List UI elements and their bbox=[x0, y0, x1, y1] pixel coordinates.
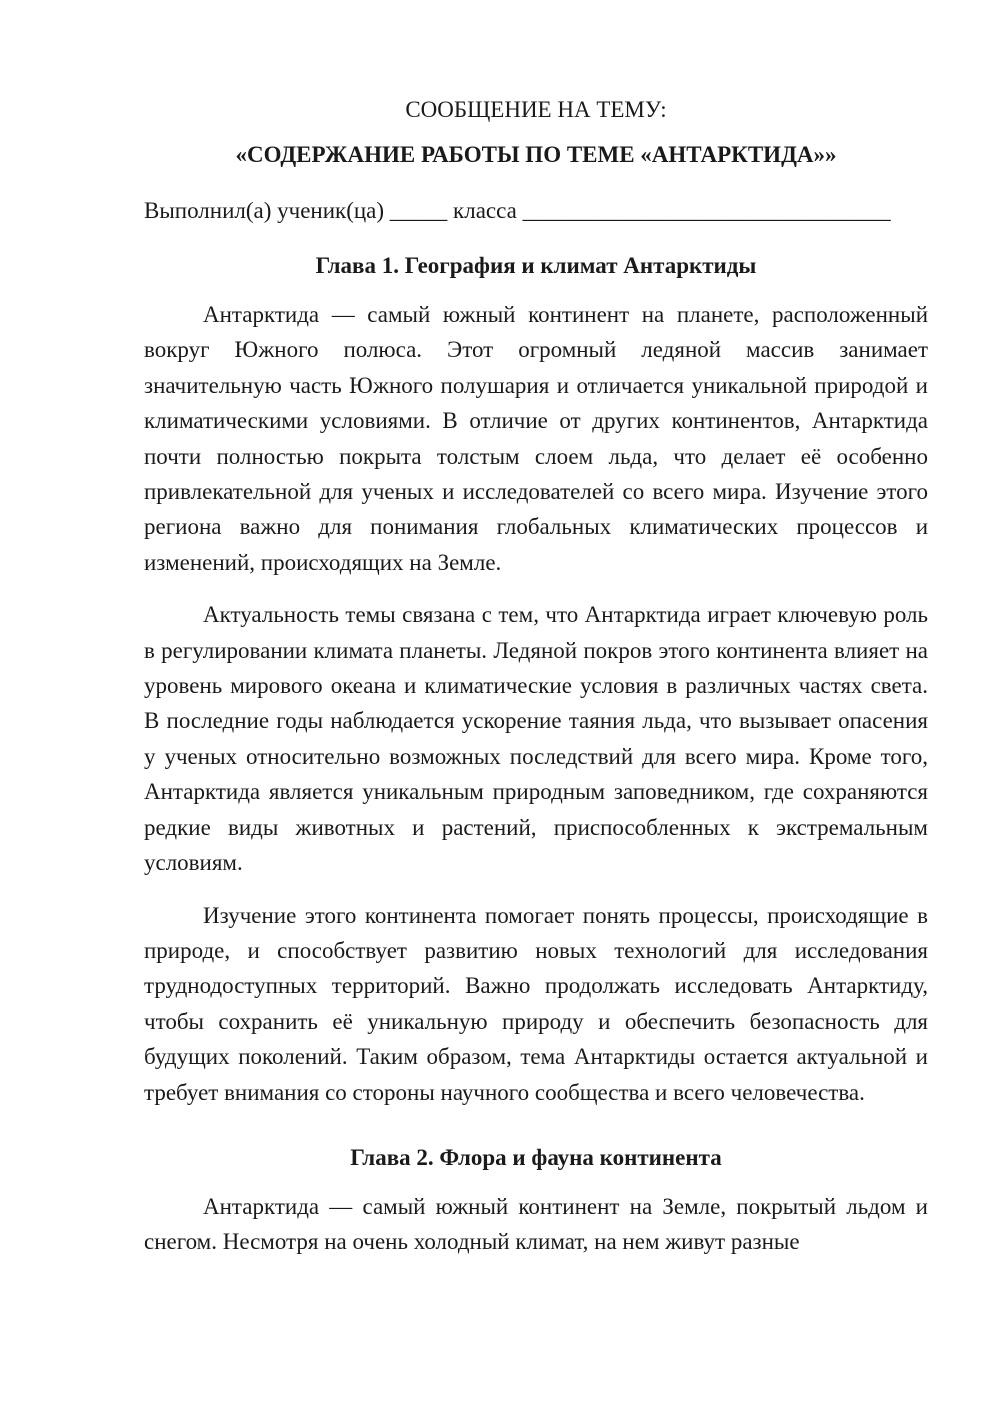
chapter-2-heading: Глава 2. Флора и фауна континента bbox=[350, 1144, 722, 1170]
chapter-1-paragraph-3: Изучение этого континента помогает понять процессы, происходящие в природе, и способствует развитию новых технологий для исследования труднодоступных территорий. Важно продолжать исследовать Антарктиду, чтобы сохранить её уникальную природу и обеспечить безопасность для будущих поколений. Таким образом, тема Антарктиды остается актуальной и требует внимания со стороны научного сообщества и всего человечества. bbox=[144, 902, 928, 1105]
chapter-1-paragraph-2: Актуальность темы связана с тем, что Антарктида играет ключевую роль в регулировании климата планеты. Ледяной покров этого континента влияет на уровень мирового океана и климатические условия в различных частях света. В последние годы наблюдается ускорение таяния льда, что вызывает опасения у ученых относительно возможных последствий для всего мира. Кроме того, Антарктида является уникальным природным заповедником, где сохраняются редкие виды животных и растений, приспособленных к экстремальным условиям. bbox=[144, 602, 928, 876]
document-page bbox=[144, 92, 928, 1260]
author-line: Выполнил(а) ученик(ца) _____ класса ________________________________ bbox=[144, 198, 891, 223]
chapter-1-heading: Глава 1. География и климат Антарктиды bbox=[315, 253, 757, 278]
document-subtitle: «СОДЕРЖАНИЕ РАБОТЫ ПО ТЕМЕ «АНТАРКТИДА»» bbox=[235, 142, 837, 167]
document-title: СООБЩЕНИЕ НА ТЕМУ: bbox=[405, 97, 667, 122]
chapter-2-paragraph-1: Антарктида — самый южный континент на Земле, покрытый льдом и снегом. Несмотря на очень холодный климат, на нем живут разные bbox=[144, 1193, 928, 1255]
chapter-1-paragraph-1: Антарктида — самый южный континент на планете, расположенный вокруг Южного полюса. Этот огромный ледяной массив занимает значительную часть Южного полушария и отличается уникальной природой и климатическими условиями. В отличие от других континентов, Антарктида почти полностью покрыта толстым слоем льда, что делает её особенно привлекательной для ученых и исследователей со всего мира. Изучение этого региона важно для понимания глобальных климатических процессов и изменений, происходящих на Земле. bbox=[144, 302, 928, 575]
